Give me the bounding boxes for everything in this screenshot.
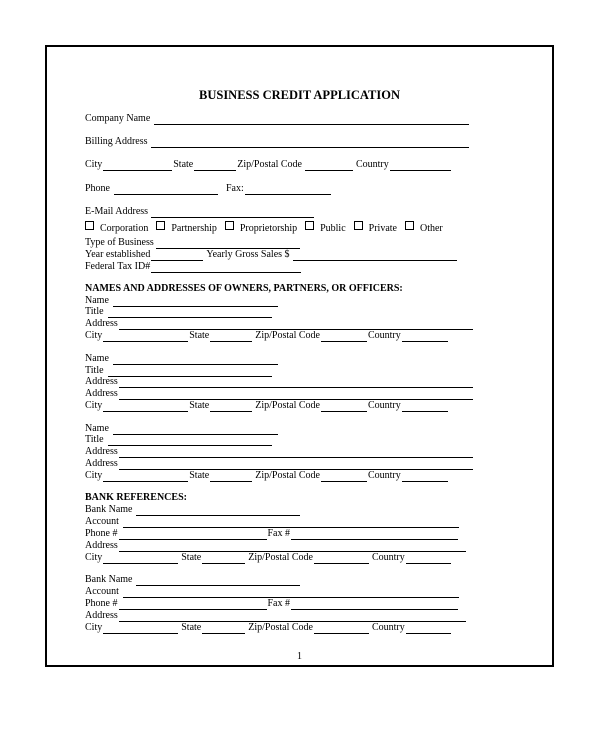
phone-label: Phone [85, 183, 110, 194]
business-type-checkboxes [85, 223, 451, 235]
owner-3-city-field[interactable] [103, 472, 188, 482]
city-label: City [85, 622, 103, 633]
account-label: Account [85, 516, 119, 527]
billing-address-label: Billing Address [85, 136, 148, 147]
public-checkbox[interactable] [305, 221, 314, 230]
owner-1-title-field[interactable] [108, 308, 272, 318]
address-label: Address [85, 446, 118, 457]
page-number: 1 [297, 651, 302, 662]
fax-num-label: Fax # [267, 528, 290, 539]
federal-tax-id-label: Federal Tax ID# [85, 261, 151, 272]
email-row [85, 206, 315, 218]
billing-address-row [85, 136, 470, 148]
type-of-business-label: Type of Business [85, 237, 154, 248]
owner-3-country-field[interactable] [402, 472, 448, 482]
bank-1-state-field[interactable] [202, 554, 245, 564]
phone-num-label: Phone # [85, 598, 118, 609]
country-label: Country [367, 330, 401, 341]
city-row [85, 159, 452, 171]
owner-2-city-row [85, 400, 449, 412]
bank-2-address-field[interactable] [119, 612, 466, 622]
bank-heading: BANK REFERENCES: [85, 492, 187, 503]
proprietorship-label: Proprietorship [239, 223, 298, 234]
name-label: Name [85, 353, 109, 364]
owner-2-city-field[interactable] [103, 402, 188, 412]
bank-2-account-field[interactable] [123, 588, 459, 598]
owners-heading: NAMES AND ADDRESSES OF OWNERS, PARTNERS, OR OFFICERS: [85, 283, 403, 294]
owner-1-address-field[interactable] [119, 320, 473, 330]
company-name-field[interactable] [154, 115, 469, 125]
private-checkbox[interactable] [354, 221, 363, 230]
partnership-label: Partnership [171, 223, 217, 234]
country-field[interactable] [390, 161, 451, 171]
address-label: Address [85, 458, 118, 469]
bank-1-account-row [85, 516, 460, 528]
fax-label: Fax: [226, 183, 244, 194]
federal-tax-id-field[interactable] [151, 263, 301, 273]
zip-label: Zip/Postal Code [255, 400, 320, 411]
state-label: State [189, 470, 210, 481]
owner-3-address2-row [85, 458, 474, 470]
phone-field[interactable] [114, 185, 218, 195]
yearly-gross-sales-label: Yearly Gross Sales $ [206, 249, 290, 260]
owner-2-address-row [85, 376, 474, 388]
company-name-label: Company Name [85, 113, 151, 124]
bank-2-name-row [85, 574, 301, 586]
title-label: Title [85, 434, 104, 445]
country-label: Country [367, 400, 401, 411]
owner-2-address2-row [85, 388, 474, 400]
name-label: Name [85, 423, 109, 434]
bank-1-phone-field[interactable] [119, 530, 267, 540]
owner-1-country-field[interactable] [402, 332, 448, 342]
owner-1-state-field[interactable] [210, 332, 252, 342]
zip-label: Zip/Postal Code [255, 470, 320, 481]
corporation-label: Corporation [100, 223, 149, 234]
owner-3-zip-field[interactable] [321, 472, 367, 482]
city-label: City [85, 400, 103, 411]
billing-address-field[interactable] [151, 138, 469, 148]
zip-label: Zip/Postal Code [255, 330, 320, 341]
phone-num-label: Phone # [85, 528, 118, 539]
private-label: Private [368, 223, 397, 234]
partnership-checkbox[interactable] [156, 221, 165, 230]
owner-1-city-field[interactable] [103, 332, 188, 342]
company-name-row [85, 113, 470, 125]
fax-field[interactable] [245, 185, 331, 195]
title-label: Title [85, 306, 104, 317]
country-label: Country [367, 470, 401, 481]
owner-1-title-row [85, 306, 273, 318]
state-field[interactable] [194, 161, 236, 171]
address-label: Address [85, 388, 118, 399]
bank-2-phone-row [85, 598, 459, 610]
corporation-checkbox[interactable] [85, 221, 94, 230]
bank-2-country-field[interactable] [406, 624, 451, 634]
owner-2-country-field[interactable] [402, 402, 448, 412]
zip-label: Zip/Postal Code [248, 622, 313, 633]
year-established-row [85, 249, 458, 261]
owner-2-state-field[interactable] [210, 402, 252, 412]
bank-name-label: Bank Name [85, 504, 133, 515]
zip-field[interactable] [305, 161, 353, 171]
state-label: State [173, 159, 194, 170]
bank-2-fax-field[interactable] [291, 600, 458, 610]
bank-2-account-row [85, 586, 460, 598]
state-label: State [181, 622, 202, 633]
owner-2-zip-field[interactable] [321, 402, 367, 412]
state-label: State [181, 552, 202, 563]
bank-1-city-field[interactable] [103, 554, 178, 564]
fax-num-label: Fax # [267, 598, 290, 609]
address-label: Address [85, 318, 118, 329]
bank-name-label: Bank Name [85, 574, 133, 585]
phone-row [85, 183, 332, 195]
owner-1-zip-field[interactable] [321, 332, 367, 342]
owner-3-state-field[interactable] [210, 472, 252, 482]
owner-3-address2-field[interactable] [119, 460, 473, 470]
yearly-gross-sales-field[interactable] [293, 251, 457, 261]
owner-3-title-row [85, 434, 273, 446]
title-label: Title [85, 365, 104, 376]
bank-1-account-field[interactable] [123, 518, 459, 528]
state-label: State [189, 330, 210, 341]
email-label: E-Mail Address [85, 206, 149, 217]
bank-2-address-row [85, 610, 467, 622]
name-label: Name [85, 295, 109, 306]
other-checkbox[interactable] [405, 221, 414, 230]
owner-2-name-field[interactable] [113, 355, 278, 365]
city-label: City [85, 330, 103, 341]
document-page [45, 45, 554, 667]
bank-1-phone-row [85, 528, 459, 540]
zip-label: Zip/Postal Code [237, 159, 302, 170]
federal-tax-id-row [85, 261, 302, 273]
owner-2-address2-field[interactable] [119, 390, 473, 400]
bank-2-zip-field[interactable] [314, 624, 369, 634]
bank-2-name-field[interactable] [136, 576, 300, 586]
city-field[interactable] [103, 161, 172, 171]
email-field[interactable] [151, 208, 314, 218]
country-label: Country [371, 552, 405, 563]
owner-2-name-row [85, 353, 279, 365]
proprietorship-checkbox[interactable] [225, 221, 234, 230]
bank-1-city-row [85, 552, 452, 564]
public-label: Public [320, 223, 346, 234]
year-established-field[interactable] [151, 251, 203, 261]
bank-1-name-field[interactable] [136, 506, 300, 516]
form-title: BUSINESS CREDIT APPLICATION [199, 88, 400, 102]
account-label: Account [85, 586, 119, 597]
owner-3-address-field[interactable] [119, 448, 473, 458]
bank-1-country-field[interactable] [406, 554, 451, 564]
owner-2-address-field[interactable] [119, 378, 473, 388]
city-label: City [85, 470, 103, 481]
country-label: Country [355, 159, 389, 170]
other-label: Other [419, 223, 443, 234]
city-label: City [85, 159, 103, 170]
bank-1-address-field[interactable] [119, 542, 466, 552]
bank-2-city-row [85, 622, 452, 634]
address-label: Address [85, 540, 118, 551]
owner-1-city-row [85, 330, 449, 342]
bank-2-phone-field[interactable] [119, 600, 267, 610]
zip-label: Zip/Postal Code [248, 552, 313, 563]
state-label: State [189, 400, 210, 411]
bank-1-zip-field[interactable] [314, 554, 369, 564]
bank-2-state-field[interactable] [202, 624, 245, 634]
bank-1-address-row [85, 540, 467, 552]
owner-3-city-row [85, 470, 449, 482]
bank-1-fax-field[interactable] [291, 530, 458, 540]
bank-1-name-row [85, 504, 301, 516]
year-established-label: Year established [85, 249, 151, 260]
owner-3-title-field[interactable] [108, 436, 272, 446]
type-of-business-row [85, 237, 301, 249]
bank-2-city-field[interactable] [103, 624, 178, 634]
type-of-business-field[interactable] [156, 239, 300, 249]
owner-3-address-row [85, 446, 474, 458]
address-label: Address [85, 610, 118, 621]
address-label: Address [85, 376, 118, 387]
city-label: City [85, 552, 103, 563]
country-label: Country [371, 622, 405, 633]
owner-1-address-row [85, 318, 474, 330]
